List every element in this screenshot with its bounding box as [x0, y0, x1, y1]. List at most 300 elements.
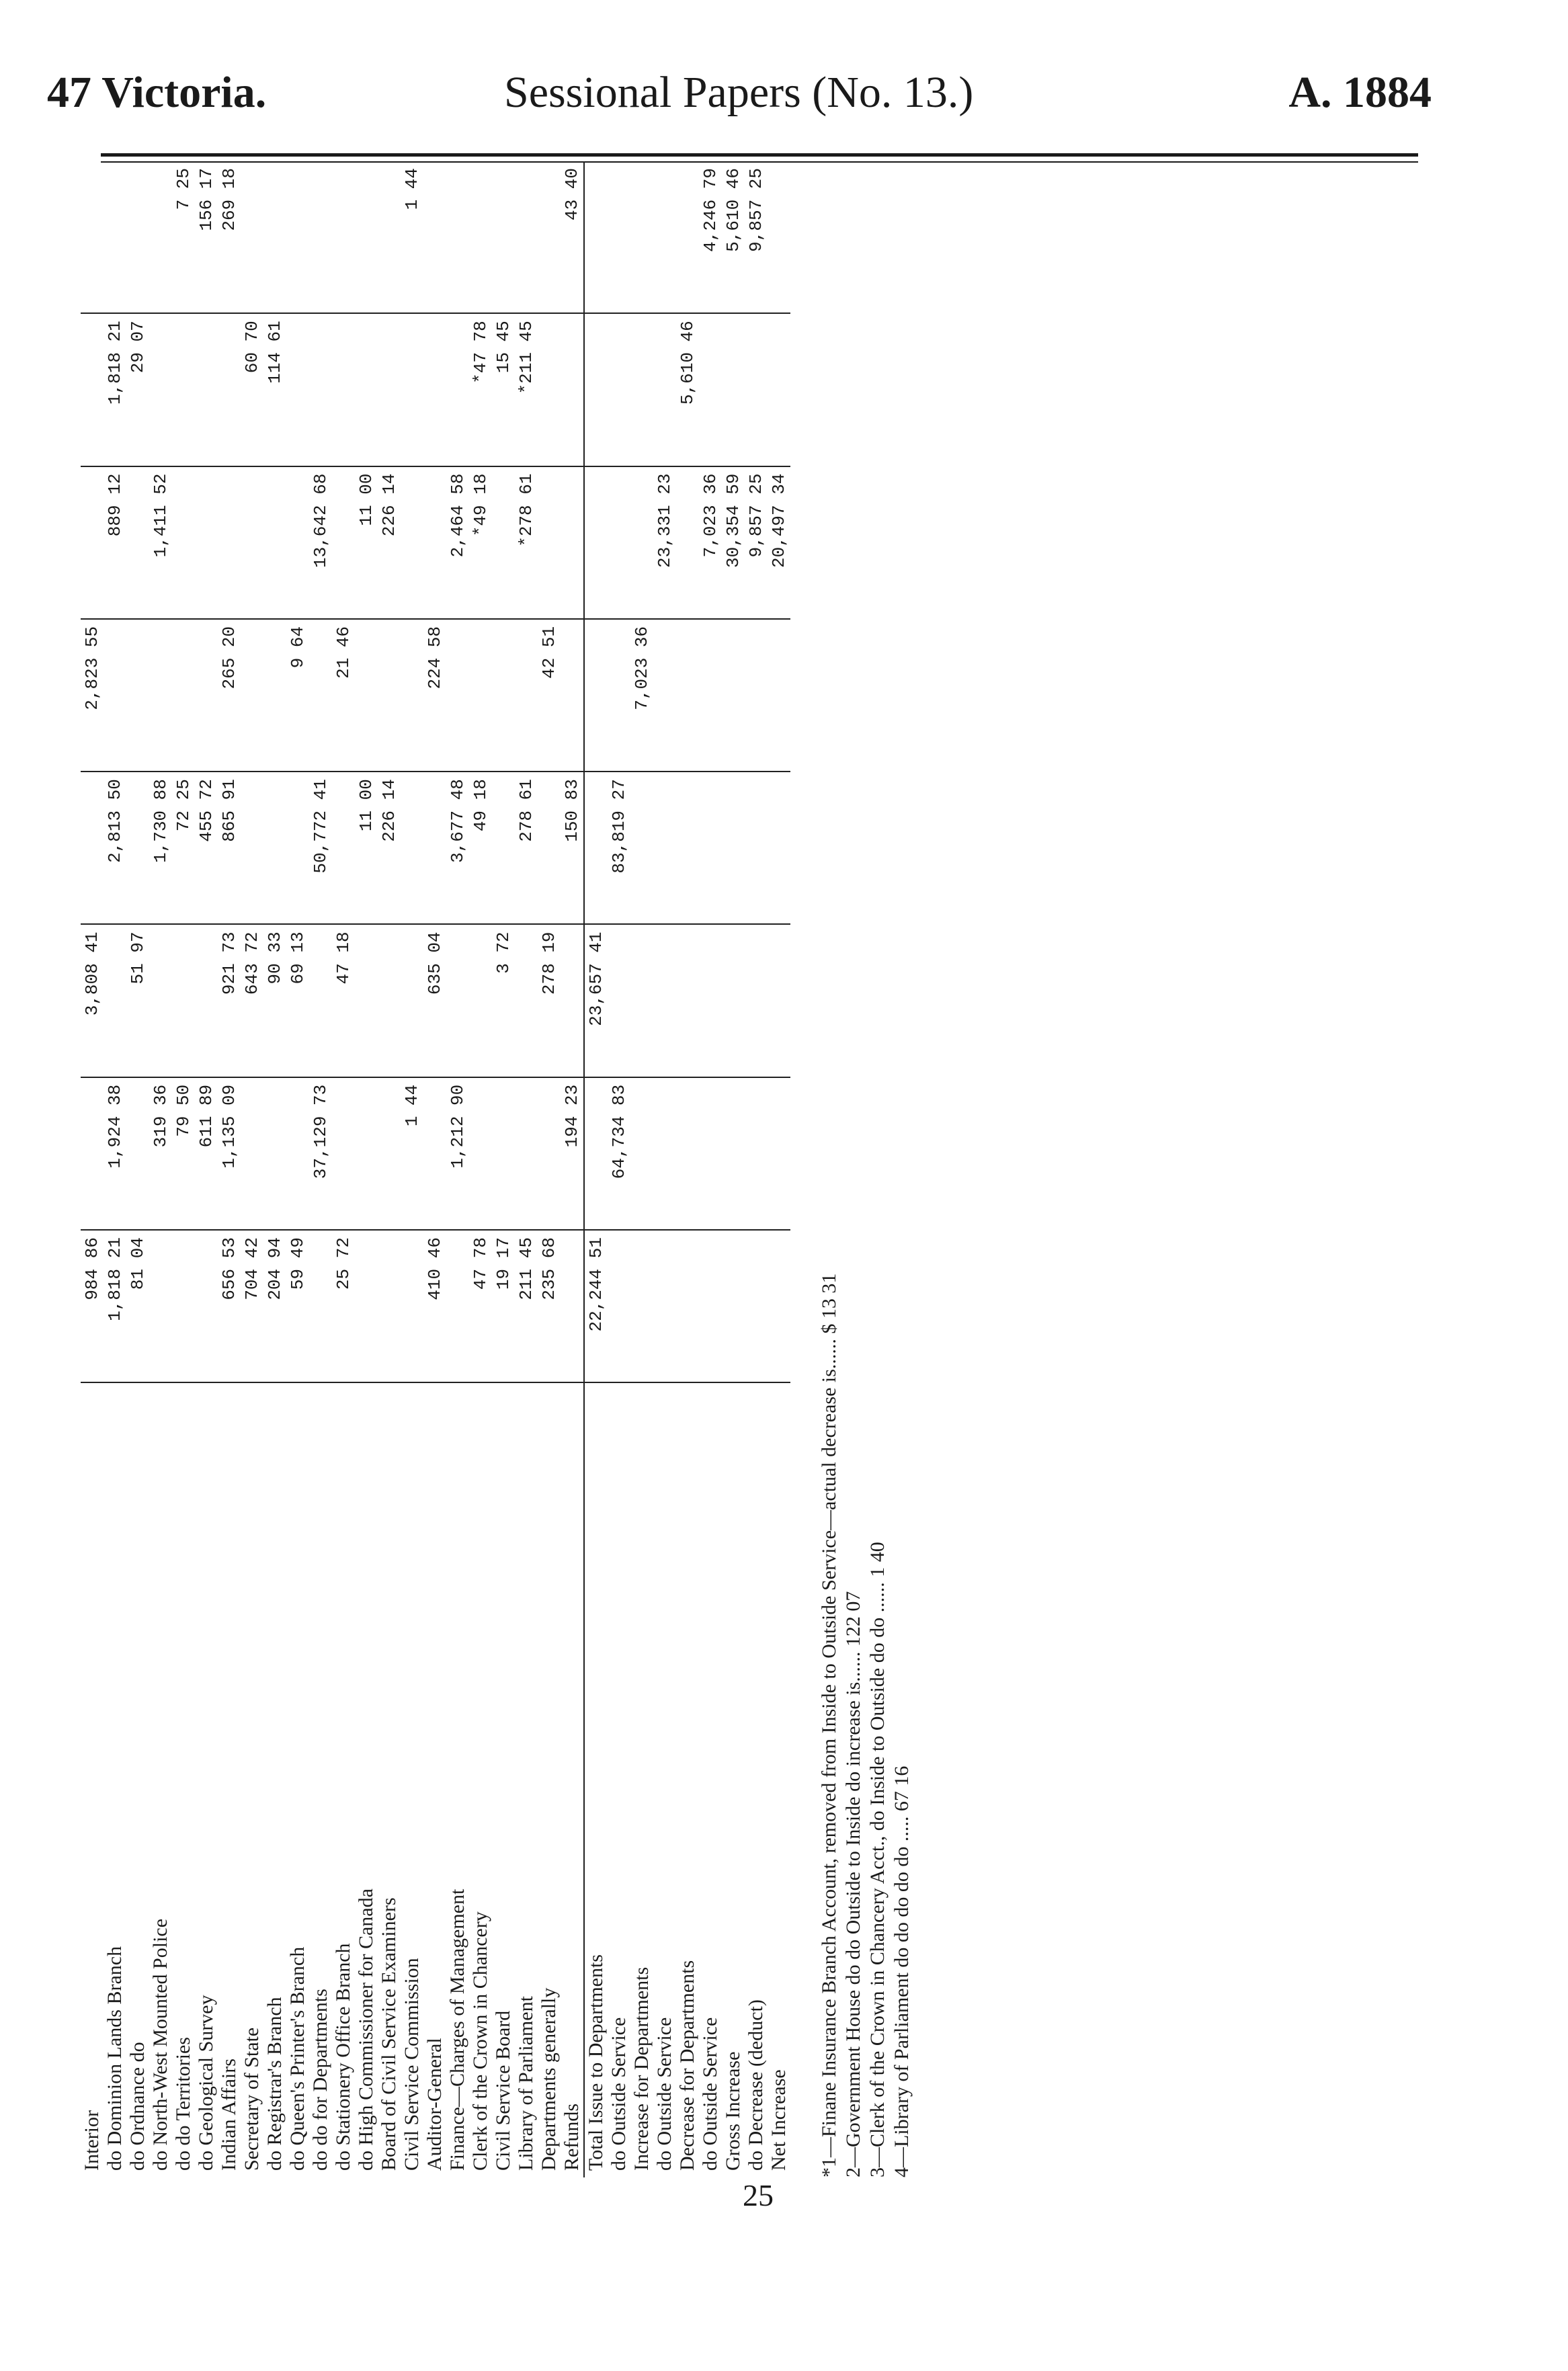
- amount-cell: [126, 161, 149, 313]
- amount-cell: 90 33: [263, 924, 286, 1077]
- amount-cell: 921 73: [218, 924, 241, 1077]
- amount-cell: [378, 924, 401, 1077]
- amount-cell: 23,331 23: [653, 466, 676, 619]
- table-row: [172, 161, 195, 2177]
- row-label: do Registrar's Branch: [263, 1997, 286, 2171]
- ledger-table: [81, 161, 790, 2177]
- amount-cell: [608, 619, 630, 772]
- amount-cell: [722, 924, 745, 1077]
- amount-cell: [561, 466, 584, 619]
- amount-cell: 3,808 41: [81, 924, 104, 1077]
- amount-cell: [309, 619, 332, 772]
- amount-cell: [608, 161, 630, 313]
- amount-cell: 69 13: [286, 924, 309, 1077]
- amount-cell: [584, 161, 608, 313]
- amount-cell: [608, 924, 630, 1077]
- row-label: Board of Civil Service Examiners: [378, 1897, 400, 2171]
- row-label: Library of Parliament: [515, 1996, 537, 2171]
- summary-row: [722, 161, 745, 2177]
- table-row: [149, 161, 172, 2177]
- amount-cell: [561, 924, 584, 1077]
- amount-cell: 211 45: [515, 1230, 538, 1382]
- amount-cell: [538, 1077, 561, 1230]
- amount-cell: 83,819 27: [608, 772, 630, 924]
- amount-cell: [722, 772, 745, 924]
- summary-row: [676, 161, 699, 2177]
- amount-cell: 1,135 09: [218, 1077, 241, 1230]
- footnotes: [817, 161, 914, 2177]
- table-row: [561, 161, 584, 2177]
- row-label: Indian Affairs: [218, 2058, 240, 2171]
- amount-cell: [263, 161, 286, 313]
- amount-cell: [401, 772, 423, 924]
- amount-cell: 278 19: [538, 924, 561, 1077]
- amount-cell: [699, 924, 722, 1077]
- amount-cell: 1,411 52: [149, 466, 172, 619]
- amount-cell: 64,734 83: [608, 1077, 630, 1230]
- amount-cell: [332, 466, 355, 619]
- amount-cell: 13,642 68: [309, 466, 332, 619]
- amount-cell: 9 64: [286, 619, 309, 772]
- amount-cell: [81, 1077, 104, 1230]
- amount-cell: [81, 161, 104, 313]
- header-rule: [101, 153, 1418, 157]
- amount-cell: 265 20: [218, 619, 241, 772]
- amount-cell: 47 18: [332, 924, 355, 1077]
- row-label: do Outside Service: [608, 2017, 630, 2171]
- amount-cell: [538, 313, 561, 466]
- row-label: Departments generally: [538, 1987, 560, 2171]
- amount-cell: 5,610 46: [676, 313, 699, 466]
- amount-cell: [332, 1077, 355, 1230]
- row-label: do North-West Mounted Police: [149, 1918, 171, 2171]
- table-row: [218, 161, 241, 2177]
- amount-cell: [309, 1230, 332, 1382]
- amount-cell: 25 72: [332, 1230, 355, 1382]
- amount-cell: [768, 924, 790, 1077]
- amount-cell: [126, 1077, 149, 1230]
- rotated-ledger: [81, 161, 1411, 2177]
- footnote: *1—Finane Insurance Branch Account, removed from Inside to Outside Service—actual decrease is...... $ 13 31: [818, 1273, 840, 2177]
- amount-cell: [149, 924, 172, 1077]
- amount-cell: [378, 161, 401, 313]
- amount-cell: [401, 313, 423, 466]
- row-label: Gross Increase: [722, 2051, 744, 2171]
- amount-cell: [584, 619, 608, 772]
- amount-cell: [172, 1230, 195, 1382]
- amount-cell: 59 49: [286, 1230, 309, 1382]
- amount-cell: 60 70: [241, 313, 263, 466]
- amount-cell: [241, 619, 263, 772]
- amount-cell: [630, 924, 653, 1077]
- amount-cell: [446, 313, 469, 466]
- table-row: [423, 161, 446, 2177]
- amount-cell: [676, 1230, 699, 1382]
- amount-cell: 81 04: [126, 1230, 149, 1382]
- amount-cell: [332, 313, 355, 466]
- amount-cell: [630, 313, 653, 466]
- amount-cell: [446, 924, 469, 1077]
- row-label: Refunds: [561, 2104, 583, 2171]
- row-label: do Decrease (deduct): [745, 1999, 767, 2171]
- amount-cell: 19 17: [492, 1230, 515, 1382]
- amount-cell: [676, 619, 699, 772]
- row-label: do Stationery Office Branch: [332, 1943, 354, 2171]
- row-label: Civil Service Board: [492, 2010, 514, 2171]
- amount-cell: [286, 161, 309, 313]
- row-label: do Queen's Printer's Branch: [286, 1946, 308, 2171]
- amount-cell: [241, 1077, 263, 1230]
- amount-cell: [515, 1077, 538, 1230]
- amount-cell: [172, 466, 195, 619]
- amount-cell: [355, 619, 378, 772]
- amount-cell: [768, 161, 790, 313]
- amount-cell: 1,818 21: [104, 313, 126, 466]
- amount-cell: [332, 161, 355, 313]
- amount-cell: [469, 619, 492, 772]
- amount-cell: [538, 161, 561, 313]
- amount-cell: [630, 1077, 653, 1230]
- amount-cell: [378, 1077, 401, 1230]
- amount-cell: [584, 466, 608, 619]
- amount-cell: [378, 1230, 401, 1382]
- amount-cell: [218, 466, 241, 619]
- amount-cell: 47 78: [469, 1230, 492, 1382]
- amount-cell: [699, 619, 722, 772]
- amount-cell: [423, 772, 446, 924]
- summary-row: [699, 161, 722, 2177]
- amount-cell: [653, 772, 676, 924]
- amount-cell: 643 72: [241, 924, 263, 1077]
- amount-cell: [722, 313, 745, 466]
- row-label: Secretary of State: [241, 2027, 263, 2171]
- amount-cell: 1,212 90: [446, 1077, 469, 1230]
- amount-cell: [172, 313, 195, 466]
- footnote: 3—Clerk of the Crown in Chancery Acct., do Inside to Outside do do ...... 1 40: [866, 1542, 889, 2177]
- amount-cell: 889 12: [104, 466, 126, 619]
- amount-cell: [699, 772, 722, 924]
- amount-cell: [104, 619, 126, 772]
- amount-cell: [722, 1230, 745, 1382]
- amount-cell: [218, 313, 241, 466]
- amount-cell: 410 46: [423, 1230, 446, 1382]
- summary-row: [584, 161, 608, 2177]
- summary-row: [653, 161, 676, 2177]
- amount-cell: [332, 772, 355, 924]
- row-label: do Outside Service: [653, 2017, 675, 2171]
- amount-cell: [745, 619, 768, 772]
- amount-cell: 865 91: [218, 772, 241, 924]
- amount-cell: [195, 1230, 218, 1382]
- amount-cell: [768, 1230, 790, 1382]
- amount-cell: [515, 924, 538, 1077]
- footnote: 4—Library of Parliament do do do do do ..... 67 16: [891, 1765, 913, 2177]
- table-row: [286, 161, 309, 2177]
- table-row: [263, 161, 286, 2177]
- amount-cell: 5,610 46: [722, 161, 745, 313]
- amount-cell: 42 51: [538, 619, 561, 772]
- amount-cell: 7,023 36: [699, 466, 722, 619]
- amount-cell: 1 44: [401, 161, 423, 313]
- table-row: [332, 161, 355, 2177]
- amount-cell: [81, 313, 104, 466]
- amount-cell: [149, 161, 172, 313]
- amount-cell: 114 61: [263, 313, 286, 466]
- amount-cell: 2,813 50: [104, 772, 126, 924]
- row-label: Finance—Charges of Management: [446, 1888, 468, 2171]
- amount-cell: [195, 313, 218, 466]
- amount-cell: [515, 161, 538, 313]
- header-title: Sessional Papers (No. 13.): [504, 68, 974, 117]
- amount-cell: [149, 313, 172, 466]
- amount-cell: 3 72: [492, 924, 515, 1077]
- amount-cell: 9,857 25: [745, 466, 768, 619]
- amount-cell: 194 23: [561, 1077, 584, 1230]
- amount-cell: 15 45: [492, 313, 515, 466]
- amount-cell: [401, 924, 423, 1077]
- amount-cell: [768, 313, 790, 466]
- summary-row: [608, 161, 630, 2177]
- page-number: 25: [743, 2178, 774, 2212]
- header-session: 47 Victoria.: [47, 68, 267, 117]
- row-label: do Dominion Lands Branch: [104, 1946, 126, 2171]
- amount-cell: 51 97: [126, 924, 149, 1077]
- amount-cell: [722, 1077, 745, 1230]
- amount-cell: 278 61: [515, 772, 538, 924]
- amount-cell: [126, 772, 149, 924]
- row-label: Interior: [81, 2110, 103, 2171]
- amount-cell: [745, 1230, 768, 1382]
- row-label: Civil Service Commission: [401, 1958, 423, 2171]
- amount-cell: 150 83: [561, 772, 584, 924]
- amount-cell: 1,730 88: [149, 772, 172, 924]
- amount-cell: 2,464 58: [446, 466, 469, 619]
- amount-cell: [492, 161, 515, 313]
- summary-row: [630, 161, 653, 2177]
- amount-cell: [286, 772, 309, 924]
- amount-cell: [561, 1230, 584, 1382]
- amount-cell: [492, 466, 515, 619]
- amount-cell: [355, 161, 378, 313]
- amount-cell: [538, 772, 561, 924]
- row-label: do Outside Service: [699, 2017, 721, 2171]
- row-label: do do for Departments: [309, 1989, 331, 2171]
- table-row: [195, 161, 218, 2177]
- amount-cell: [423, 161, 446, 313]
- amount-cell: [608, 1230, 630, 1382]
- amount-cell: [355, 313, 378, 466]
- amount-cell: 3,677 48: [446, 772, 469, 924]
- table-row: [446, 161, 469, 2177]
- amount-cell: 37,129 73: [309, 1077, 332, 1230]
- amount-cell: [286, 466, 309, 619]
- amount-cell: [469, 161, 492, 313]
- row-label: Net Increase: [768, 2069, 790, 2171]
- amount-cell: 7,023 36: [630, 619, 653, 772]
- amount-cell: 20,497 34: [768, 466, 790, 619]
- amount-cell: [722, 619, 745, 772]
- amount-cell: 11 00: [355, 466, 378, 619]
- amount-cell: 1,924 38: [104, 1077, 126, 1230]
- amount-cell: [676, 772, 699, 924]
- amount-cell: [469, 1077, 492, 1230]
- amount-cell: [538, 466, 561, 619]
- row-label: Total Issue to Departments: [584, 1382, 608, 2177]
- amount-cell: 79 50: [172, 1077, 195, 1230]
- table-row: [515, 161, 538, 2177]
- amount-cell: 635 04: [423, 924, 446, 1077]
- amount-cell: [401, 466, 423, 619]
- table-row: [401, 161, 423, 2177]
- amount-cell: [768, 772, 790, 924]
- amount-cell: [630, 772, 653, 924]
- amount-cell: [630, 161, 653, 313]
- amount-cell: 235 68: [538, 1230, 561, 1382]
- summary-row: [745, 161, 768, 2177]
- table-row: [104, 161, 126, 2177]
- amount-cell: [149, 1230, 172, 1382]
- amount-cell: [172, 619, 195, 772]
- table-row: [492, 161, 515, 2177]
- amount-cell: [241, 772, 263, 924]
- amount-cell: [126, 466, 149, 619]
- row-label: Decrease for Departments: [676, 1960, 698, 2171]
- amount-cell: *47 78: [469, 313, 492, 466]
- amount-cell: [241, 161, 263, 313]
- amount-cell: [676, 1077, 699, 1230]
- amount-cell: [423, 1077, 446, 1230]
- amount-cell: 11 00: [355, 772, 378, 924]
- amount-cell: 50,772 41: [309, 772, 332, 924]
- amount-cell: [446, 619, 469, 772]
- amount-cell: [492, 619, 515, 772]
- amount-cell: [699, 1077, 722, 1230]
- amount-cell: [309, 313, 332, 466]
- summary-row: [768, 161, 790, 2177]
- amount-cell: [126, 619, 149, 772]
- amount-cell: [241, 466, 263, 619]
- amount-cell: [630, 466, 653, 619]
- amount-cell: [630, 1230, 653, 1382]
- amount-cell: *278 61: [515, 466, 538, 619]
- amount-cell: [492, 1077, 515, 1230]
- amount-cell: [676, 466, 699, 619]
- amount-cell: 7 25: [172, 161, 195, 313]
- amount-cell: [309, 924, 332, 1077]
- amount-cell: [446, 1230, 469, 1382]
- table-row: [309, 161, 332, 2177]
- amount-cell: [676, 161, 699, 313]
- amount-cell: 9,857 25: [745, 161, 768, 313]
- amount-cell: [378, 313, 401, 466]
- amount-cell: [653, 619, 676, 772]
- amount-cell: [104, 161, 126, 313]
- amount-cell: 704 42: [241, 1230, 263, 1382]
- amount-cell: 224 58: [423, 619, 446, 772]
- page-header: [47, 27, 1432, 148]
- amount-cell: [699, 313, 722, 466]
- amount-cell: 319 36: [149, 1077, 172, 1230]
- amount-cell: [699, 1230, 722, 1382]
- amount-cell: [195, 619, 218, 772]
- amount-cell: 226 14: [378, 466, 401, 619]
- amount-cell: 455 72: [195, 772, 218, 924]
- table-row: [241, 161, 263, 2177]
- amount-cell: [561, 313, 584, 466]
- amount-cell: [81, 466, 104, 619]
- row-label: Increase for Departments: [630, 1966, 653, 2171]
- amount-cell: 29 07: [126, 313, 149, 466]
- amount-cell: [263, 1077, 286, 1230]
- amount-cell: [561, 619, 584, 772]
- amount-cell: 22,244 51: [584, 1230, 608, 1382]
- amount-cell: [768, 619, 790, 772]
- row-label: Auditor-General: [423, 2038, 446, 2171]
- amount-cell: *49 18: [469, 466, 492, 619]
- table-row: [355, 161, 378, 2177]
- amount-cell: [768, 1077, 790, 1230]
- amount-cell: [355, 1230, 378, 1382]
- amount-cell: 2,823 55: [81, 619, 104, 772]
- amount-cell: [263, 619, 286, 772]
- row-label: Clerk of the Crown in Chancery: [469, 1911, 491, 2171]
- header-year: A. 1884: [1288, 68, 1432, 117]
- amount-cell: [653, 924, 676, 1077]
- amount-cell: [378, 619, 401, 772]
- row-label: do Geological Survey: [195, 1995, 217, 2171]
- amount-cell: [401, 1230, 423, 1382]
- amount-cell: [286, 1077, 309, 1230]
- amount-cell: [195, 924, 218, 1077]
- amount-cell: [309, 161, 332, 313]
- amount-cell: [423, 313, 446, 466]
- table-row: [469, 161, 492, 2177]
- amount-cell: [446, 161, 469, 313]
- footnote: 2—Government House do do Outside to Inside do increase is...... 122 07: [842, 1591, 864, 2177]
- amount-cell: [286, 313, 309, 466]
- amount-cell: 23,657 41: [584, 924, 608, 1077]
- amount-cell: [263, 772, 286, 924]
- amount-cell: [745, 313, 768, 466]
- amount-cell: [653, 1230, 676, 1382]
- amount-cell: [584, 1077, 608, 1230]
- row-label: do High Commissioner for Canada: [355, 1888, 377, 2171]
- amount-cell: [469, 924, 492, 1077]
- amount-cell: [492, 772, 515, 924]
- amount-cell: [608, 313, 630, 466]
- amount-cell: 1,818 21: [104, 1230, 126, 1382]
- amount-cell: 226 14: [378, 772, 401, 924]
- amount-cell: [653, 1077, 676, 1230]
- table-row: [81, 161, 104, 2177]
- amount-cell: 204 94: [263, 1230, 286, 1382]
- amount-cell: *211 45: [515, 313, 538, 466]
- table-row: [378, 161, 401, 2177]
- amount-cell: 156 17: [195, 161, 218, 313]
- row-label: do do Territories: [172, 2037, 194, 2171]
- amount-cell: 1 44: [401, 1077, 423, 1230]
- amount-cell: 4,246 79: [699, 161, 722, 313]
- table-row: [126, 161, 149, 2177]
- amount-cell: 611 89: [195, 1077, 218, 1230]
- amount-cell: [676, 924, 699, 1077]
- row-label: do Ordnance do: [126, 2042, 149, 2171]
- amount-cell: [584, 772, 608, 924]
- amount-cell: [653, 161, 676, 313]
- amount-cell: 269 18: [218, 161, 241, 313]
- amount-cell: [401, 619, 423, 772]
- amount-cell: [195, 466, 218, 619]
